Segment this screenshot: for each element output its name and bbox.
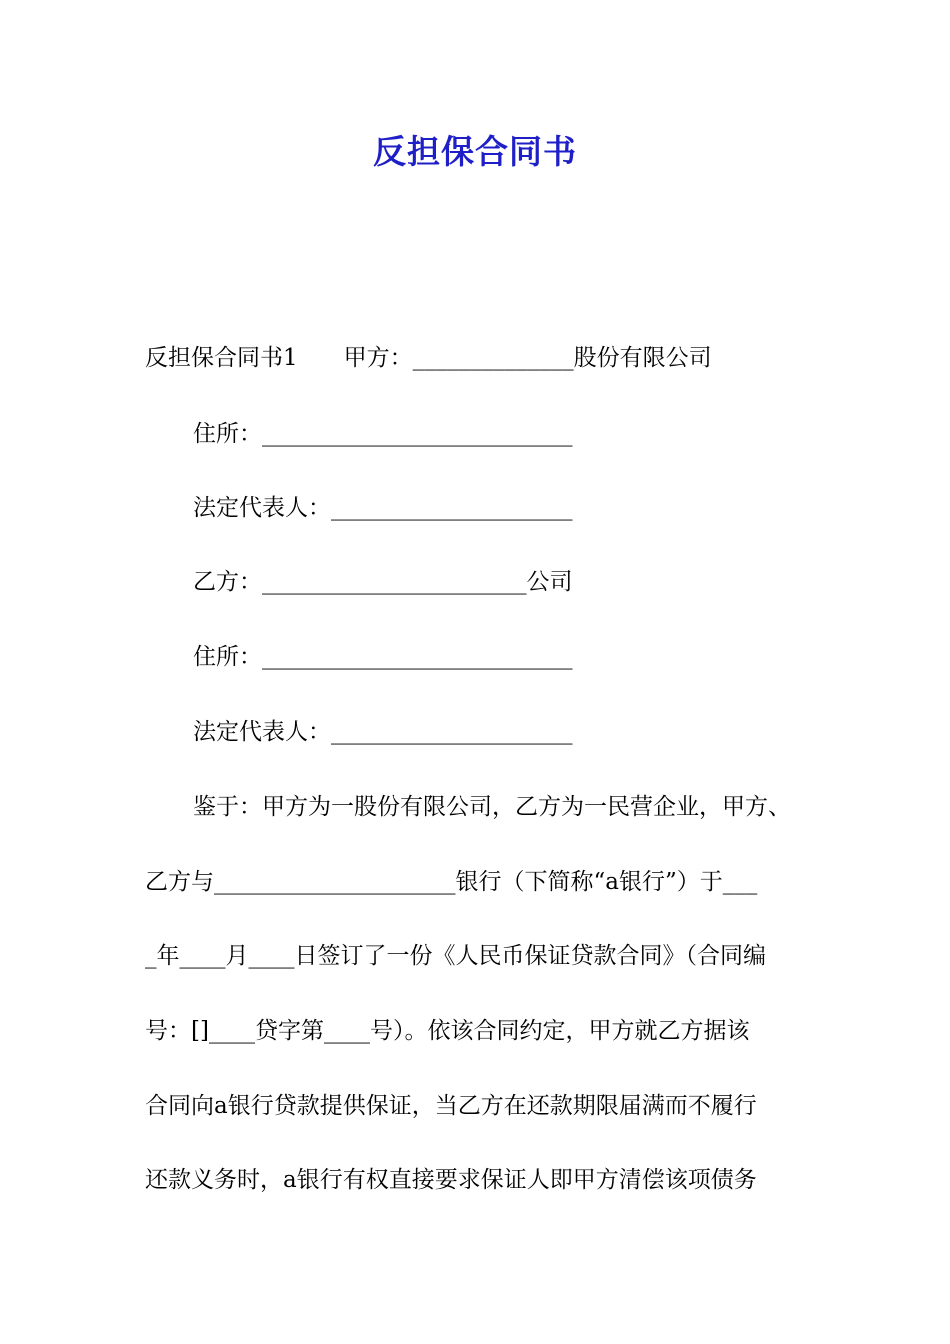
- paragraph-line: 合同向a银行贷款提供保证，当乙方在还款期限届满而不履行: [145, 1093, 757, 1119]
- document-title: 反担保合同书: [373, 132, 577, 171]
- party-a-line: 反担保合同书1 甲方：______________股份有限公司: [145, 345, 712, 371]
- party-a-address-line: 住所：___________________________: [193, 421, 573, 447]
- paragraph-line: 鉴于：甲方为一股份有限公司，乙方为一民营企业，甲方、: [193, 794, 791, 820]
- paragraph-line: 还款义务时，a银行有权直接要求保证人即甲方清偿该项债务: [145, 1167, 757, 1193]
- paragraph-line: 乙方与_____________________银行（下简称“a银行”）于___: [145, 869, 758, 895]
- party-b-address-line: 住所：___________________________: [193, 644, 573, 670]
- paragraph-line: _年____月____日签订了一份《人民币保证贷款合同》（合同编: [145, 943, 766, 969]
- party-b-representative-line: 法定代表人：_____________________: [193, 719, 573, 745]
- paragraph-line: 号：[]____贷字第____号）。依该合同约定，甲方就乙方据该: [145, 1018, 750, 1044]
- party-a-representative-line: 法定代表人：_____________________: [193, 495, 573, 521]
- party-b-line: 乙方：_______________________公司: [193, 569, 573, 595]
